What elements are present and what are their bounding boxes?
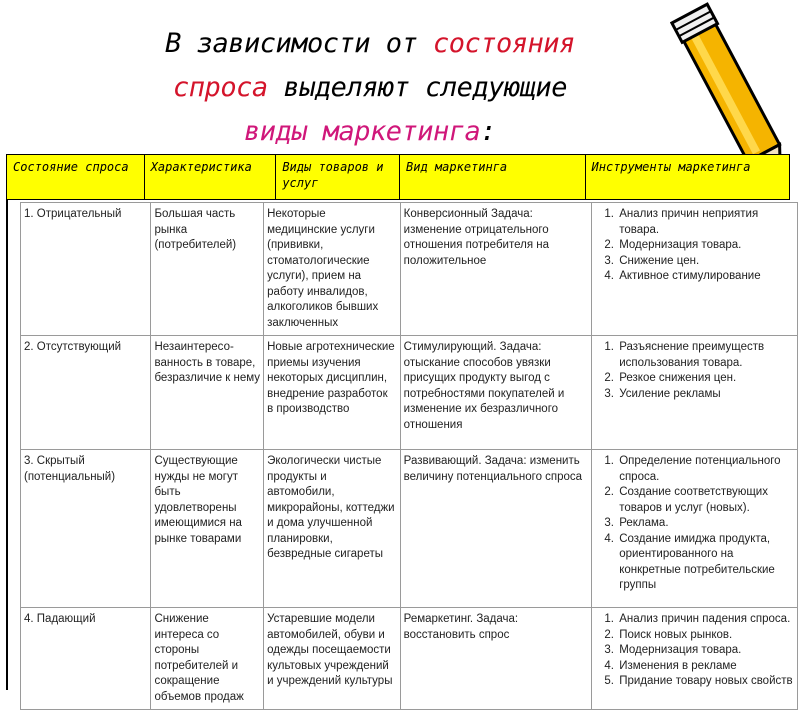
header-state: Состояние спроса bbox=[7, 155, 145, 199]
cell-goods: Экологически чистые продукты и автомобили, микрорайоны, коттеджи и дома улучшенной планировки, безвредные сигареты bbox=[264, 450, 401, 608]
cell-goods: Устаревшие модели автомобилей, обуви и одежды посещаемости культовых учреждений и учреждений культуры bbox=[264, 608, 401, 710]
table-header bbox=[6, 154, 790, 200]
cell-state: 2. Отсутствующий bbox=[21, 336, 151, 450]
cell-tools bbox=[592, 450, 798, 608]
marketing-table bbox=[20, 202, 798, 710]
tools-item: 4. Активное стимулирование bbox=[617, 269, 794, 285]
cell-characteristic: Незаинтересо-ванность в товаре, безразличие к нему bbox=[151, 336, 264, 450]
cell-characteristic: Снижение интереса со стороны потребителей и сокращение объемов продаж bbox=[151, 608, 264, 710]
tools-item: 3. Реклама. bbox=[617, 516, 794, 532]
tools-item: 1. Разъяснение преимуществ использования товара. bbox=[617, 340, 794, 371]
title-part-4: выделяют следующие bbox=[267, 72, 567, 103]
tools-item: 3. Усиление рекламы bbox=[617, 387, 794, 403]
cell-tools bbox=[592, 608, 798, 710]
tools-item: 2. Поиск новых рынков. bbox=[617, 628, 794, 644]
cell-characteristic: Большая часть рынка (потребителей) bbox=[151, 203, 264, 336]
table-row bbox=[21, 608, 798, 710]
tools-item: 5. Придание товару новых свойств bbox=[617, 674, 794, 690]
header-tools: Инструменты маркетинга bbox=[591, 160, 751, 174]
table-row bbox=[21, 450, 798, 608]
cell-marketing: Развивающий. Задача: изменить величину потенциального спроса bbox=[400, 450, 592, 608]
cell-tools bbox=[592, 336, 798, 450]
cell-state: 1. Отрицательный bbox=[21, 203, 151, 336]
title-part-1: В зависимости от bbox=[165, 28, 434, 59]
tools-list bbox=[595, 612, 794, 690]
header-characteristic: Характеристика bbox=[145, 155, 277, 199]
tools-list bbox=[595, 207, 794, 285]
tools-item: 2. Создание соответствующих товаров и услуг (новых). bbox=[617, 485, 794, 516]
tools-item: 1. Определение потенциального спроса. bbox=[617, 454, 794, 485]
title-part-6: : bbox=[480, 116, 497, 147]
slide-title bbox=[60, 22, 680, 154]
tools-item: 4. Создание имиджа продукта, ориентированного на конкретные потребительские группы bbox=[617, 532, 794, 594]
tools-item: 3. Снижение цен. bbox=[617, 254, 794, 270]
cell-goods: Новые агротехнические приемы изучения некоторых дисциплин, внедрение разработок в производство bbox=[264, 336, 401, 450]
table-row bbox=[21, 336, 798, 450]
table-row bbox=[21, 203, 798, 336]
cell-marketing: Конверсионный Задача: изменение отрицательного отношения потребителя на положительное bbox=[400, 203, 592, 336]
cell-state: 4. Падающий bbox=[21, 608, 151, 710]
tools-list bbox=[595, 340, 794, 402]
tools-item: 1. Анализ причин падения спроса. bbox=[617, 612, 794, 628]
header-goods: Виды товаров и услуг bbox=[276, 155, 400, 199]
cell-tools bbox=[592, 203, 798, 336]
cell-goods: Некоторые медицинские услуги (прививки, стоматологические услуги), прием на работу инвалидов, алкоголиков бывших заключенных bbox=[264, 203, 401, 336]
tools-item: 3. Модернизация товара. bbox=[617, 643, 794, 659]
title-part-3: спроса bbox=[173, 72, 268, 103]
header-marketing: Вид маркетинга bbox=[400, 155, 586, 199]
tools-item: 2. Модернизация товара. bbox=[617, 238, 794, 254]
cell-marketing: Ремаркетинг. Задача: восстановить спрос bbox=[400, 608, 592, 710]
slide-left-border bbox=[0, 200, 8, 690]
cell-state: 3. Скрытый (потенциальный) bbox=[21, 450, 151, 608]
cell-characteristic: Существующие нужды не могут быть удовлетворены имеющимися на рынке товарами bbox=[151, 450, 264, 608]
tools-item: 4. Изменения в рекламе bbox=[617, 659, 794, 675]
title-part-5: виды маркетинга bbox=[243, 116, 481, 147]
tools-item: 2. Резкое снижения цен. bbox=[617, 371, 794, 387]
cell-marketing: Стимулирующий. Задача: отыскание способов увязки присущих продукту выгод с потребностями покупателей и изменение их безразличного отношения bbox=[400, 336, 592, 450]
title-part-2: состояния bbox=[433, 28, 575, 59]
tools-list bbox=[595, 454, 794, 594]
tools-item: 1. Анализ причин неприятия товара. bbox=[617, 207, 794, 238]
